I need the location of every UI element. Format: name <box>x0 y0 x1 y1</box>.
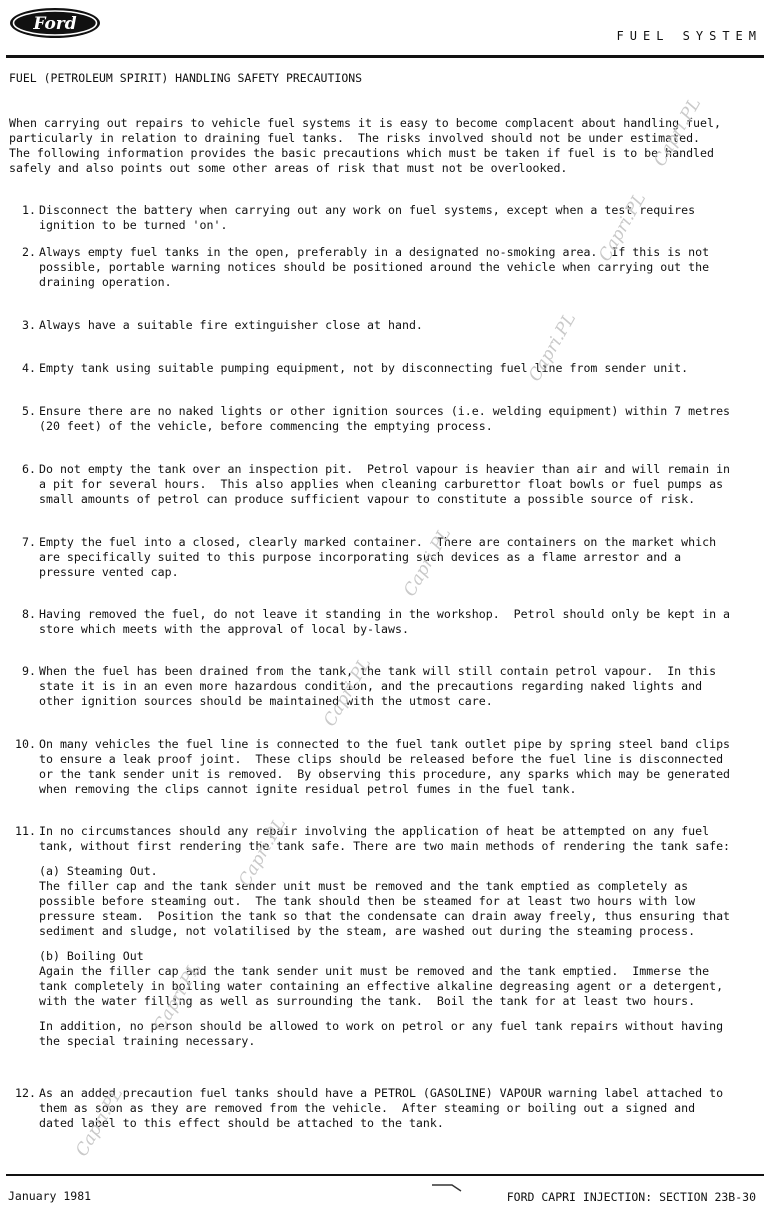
item-line: to ensure a leak proof joint. These clips should be released before the fuel line is disconnected <box>39 752 724 766</box>
watermark: Capri.PL <box>235 814 291 890</box>
header-rule <box>6 55 764 58</box>
watermark: Capri.PL <box>650 94 706 170</box>
item-number: 11. <box>15 824 36 838</box>
item-line: On many vehicles the fuel line is connected to the fuel tank outlet pipe by spring steel band clips <box>39 737 731 751</box>
section-title: FUEL SYSTEM <box>616 29 762 43</box>
watermark: Capri.PL <box>400 524 456 600</box>
item-number: 1. <box>22 203 36 217</box>
subsection-title: (a) Steaming Out. <box>39 864 158 878</box>
item-line: When the fuel has been drained from the tank, the tank will still contain petrol vapour. In this <box>39 664 717 678</box>
item-number: 5. <box>22 404 36 418</box>
item-line: state it is in an even more hazardous condition, and the precautions regarding naked lights and <box>39 679 703 693</box>
item-line: when removing the clips cannot ignite residual petrol fumes in the fuel tank. <box>39 782 577 796</box>
item-text <box>39 245 761 290</box>
footer-date: January 1981 <box>8 1189 92 1203</box>
item-number: 2. <box>22 245 36 259</box>
item-line: possible, portable warning notices should be positioned around the vehicle when carrying out the <box>39 260 710 274</box>
item-line: Always have a suitable fire extinguisher close at hand. <box>39 318 423 332</box>
item-number: 3. <box>22 318 36 332</box>
item-line: Ensure there are no naked lights or other ignition sources (i.e. welding equipment) within 7 metres <box>39 404 731 418</box>
item-text <box>39 404 761 434</box>
subsection-title: (b) Boiling Out <box>39 949 144 963</box>
item-line: ignition to be turned 'on'. <box>39 218 228 232</box>
item-line: Disconnect the battery when carrying out any work on fuel systems, except when a test requires <box>39 203 696 217</box>
item-text <box>39 1086 761 1131</box>
item-line: a pit for several hours. This also applies when cleaning carburettor float bowls or fuel pumps as <box>39 477 724 491</box>
item-line: small amounts of petrol can produce sufficient vapour to constitute a possible source of risk. <box>39 492 696 506</box>
intro-paragraph <box>9 116 761 176</box>
ford-logo <box>8 6 102 40</box>
intro-line: When carrying out repairs to vehicle fuel systems it is easy to become complacent about handling fuel, <box>9 116 721 130</box>
item-line: other ignition sources should be maintained with the utmost care. <box>39 694 493 708</box>
item-line: Having removed the fuel, do not leave it standing in the workshop. Petrol should only be kept in a <box>39 607 731 621</box>
item-number: 7. <box>22 535 36 549</box>
watermark: Capri.PL <box>595 189 651 265</box>
item-number: 12. <box>15 1086 36 1100</box>
page-heading: FUEL (PETROLEUM SPIRIT) HANDLING SAFETY PRECAUTIONS <box>9 71 363 85</box>
item-number: 8. <box>22 607 36 621</box>
item-line: As an added precaution fuel tanks should have a PETROL (GASOLINE) VAPOUR warning label attached to <box>39 1086 724 1100</box>
intro-line: The following information provides the basic precautions which must be taken if fuel is to be handled <box>9 146 714 160</box>
watermark: Capri.PL <box>525 309 581 385</box>
item-number: 9. <box>22 664 36 678</box>
item-text <box>39 361 761 376</box>
item-line: In no circumstances should any repair involving the application of heat be attempted on any fuel <box>39 824 710 838</box>
item-line: store which meets with the approval of local by-laws. <box>39 622 409 636</box>
item-line: with the water filling as well as surrounding the tank. Boil the tank for at least two hours. <box>39 994 696 1008</box>
footer-rule <box>6 1174 764 1176</box>
scan-mark <box>430 1182 464 1192</box>
watermark: Capri.PL <box>72 1084 128 1160</box>
item-line: sediment and sludge, not volatilised by the steam, are washed out during the steaming process. <box>39 924 696 938</box>
item-text <box>39 203 761 233</box>
intro-line: particularly in relation to draining fuel tanks. The risks involved should not be under estimated. <box>9 131 701 145</box>
item-line: Empty the fuel into a closed, clearly marked container. There are containers on the market which <box>39 535 717 549</box>
watermark: Capri.PL <box>150 959 206 1035</box>
item-text <box>39 607 761 637</box>
footer-reference: FORD CAPRI INJECTION: SECTION 23B-30 <box>506 1190 756 1204</box>
item-line: tank, without first rendering the tank safe. There are two main methods of rendering the tank safe: <box>39 839 731 853</box>
watermark: Capri.PL <box>320 654 376 730</box>
item-line: (20 feet) of the vehicle, before commencing the emptying process. <box>39 419 493 433</box>
item-number: 6. <box>22 462 36 476</box>
item-text <box>39 535 761 580</box>
item-line: Empty tank using suitable pumping equipment, not by disconnecting fuel line from sender unit. <box>39 361 689 375</box>
item-line: dated label to this effect should be attached to the tank. <box>39 1116 444 1130</box>
item-line: In addition, no person should be allowed to work on petrol or any fuel tank repairs without having <box>39 1019 724 1033</box>
item-number: 10. <box>15 737 36 751</box>
item-line: the special training necessary. <box>39 1034 256 1048</box>
item-line: are specifically suited to this purpose incorporating such devices as a flame arrestor and a <box>39 550 682 564</box>
item-line: them as soon as they are removed from the vehicle. After steaming or boiling out a signed and <box>39 1101 696 1115</box>
item-line: Always empty fuel tanks in the open, preferably in a designated no-smoking area. If this is not <box>39 245 710 259</box>
item-line: Again the filler cap and the tank sender unit must be removed and the tank emptied. Immerse the <box>39 964 710 978</box>
item-line: draining operation. <box>39 275 172 289</box>
item-line: The filler cap and the tank sender unit must be removed and the tank emptied as completely as <box>39 879 689 893</box>
item-text <box>39 318 761 333</box>
item-text <box>39 737 761 797</box>
item-line: pressure steam. Position the tank so that the condensate can drain away freely, thus ensuring that <box>39 909 731 923</box>
item-line: possible before steaming out. The tank should then be steamed for at least two hours with low <box>39 894 696 908</box>
item-text <box>39 824 761 1049</box>
item-line: or the tank sender unit is removed. By observing this procedure, any sparks which may be generated <box>39 767 731 781</box>
ford-logo-text: Ford <box>33 14 77 34</box>
item-text <box>39 664 761 709</box>
item-line: tank completely in boiling water containing an effective alkaline degreasing agent or a detergent, <box>39 979 724 993</box>
item-number: 4. <box>22 361 36 375</box>
intro-line: safely and also points out some other areas of risk that must not be overlooked. <box>9 161 568 175</box>
item-line: Do not empty the tank over an inspection pit. Petrol vapour is heavier than air and will remain in <box>39 462 731 476</box>
item-line: pressure vented cap. <box>39 565 179 579</box>
item-text <box>39 462 761 507</box>
